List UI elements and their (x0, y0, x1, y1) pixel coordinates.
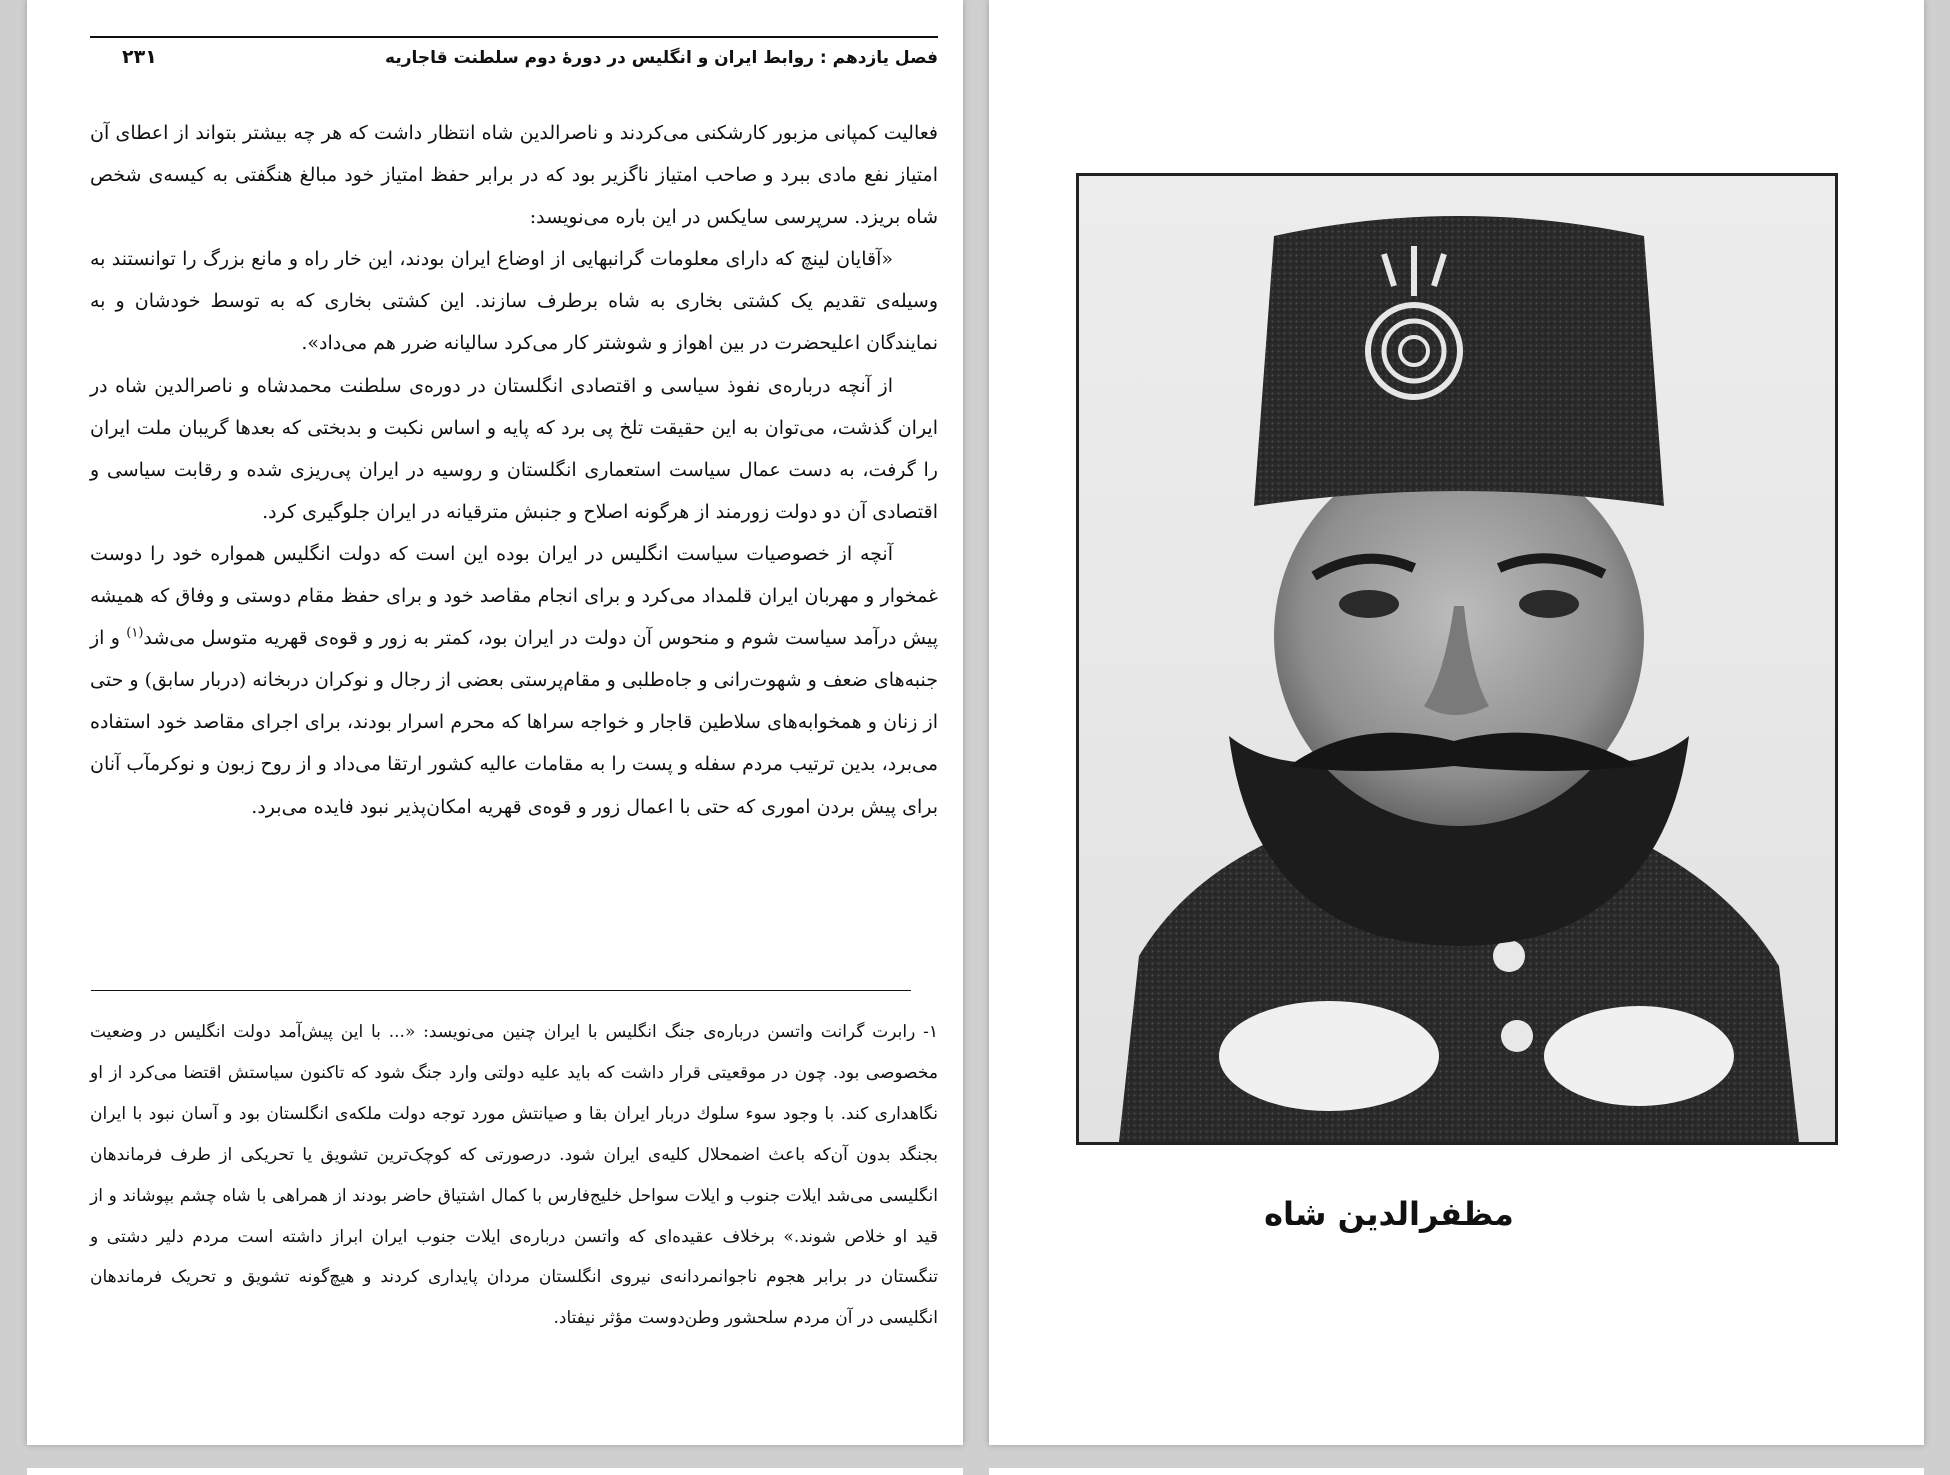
left-page (27, 0, 963, 1445)
page-number: ۲۳۱ (122, 46, 157, 68)
paragraph-text: و از جنبه‌های ضعف و شهوت‌رانی و جاه‌طلبی و مقام‌پرستی بعضی از رجال و نوکران دربخانه (دربار سابق) و حتی از زنان و همخوابه‌های سلاطین قاجار و خواجه سراها که محرم اسرار بودند، برای اجرای مقاصد خود استفاده می‌برد، بدین ترتیب مردم سفله و پست را به مقامات عالیه کشور ارتقا می‌داد و از روح زبون و نوکرمآب آنان برای پیش بردن اموری که حتی با اعمال زور و قوه‌ی قهریه امکان‌پذیر نبود فایده می‌برد. (90, 627, 939, 818)
body-text (90, 112, 938, 828)
portrait-caption: مظفرالدین شاه (1264, 1195, 1514, 1233)
next-page-edge-right (989, 1468, 1924, 1475)
right-page (989, 0, 1924, 1445)
paragraph-text: آنچه از خصوصیات سیاست انگلیس در ایران بوده این است که دولت انگلیس همواره خود را دوست غمخوار و مهربان ایران قلمداد می‌کرد و برای انجام مقاصد خود و برای حفظ مقام دوستی و وفاق که همیشه پیش درآمد سیاست شوم و منحوس آن دولت در ایران بود، کمتر به زور و قوه‌ی قهریه متوسل می‌شد (90, 542, 939, 650)
footnote-divider (91, 990, 911, 991)
paragraph: فعالیت کمپانی مزبور کارشکنی می‌کردند و ناصرالدین شاه انتظار داشت که هر چه بیشتر بتواند از اعطای آن امتیاز نفع مادی ببرد و صاحب امتیاز ناگزیر بود که در برابر حفظ امتیاز خود مبالغ هنگفتی به کیسه‌ی شخص شاه بریزد. سرپرسی سایکس در این باره می‌نویسد: (90, 122, 939, 229)
running-header (90, 36, 938, 80)
portrait-illustration (1079, 176, 1835, 1142)
next-page-edge-left (27, 1468, 963, 1475)
chapter-title: فصل یازدهم : روابط ایران و انگلیس در دورهٔ دوم سلطنت قاجاریه (385, 48, 938, 68)
portrait-photo (1076, 173, 1838, 1145)
footnote (90, 1012, 938, 1339)
paragraph (90, 533, 938, 828)
paragraph: از آنچه درباره‌ی نفوذ سیاسی و اقتصادی انگلستان در دوره‌ی سلطنت محمدشاه و ناصرالدین شاه در ایران گذشت، می‌توان به این حقیقت تلخ پی برد که پایه و اساس نکبت و بدبختی که بعدها گریبان ملت ایران را گرفت، به دست عمال سیاست استعماری انگلستان و روسیه در ایران پی‌ریزی شده و رقابت سیاسی و اقتصادی آن دو دولت زورمند از هرگونه اصلاح و جنبش مترقیانه در ایران جلوگیری کرد. (90, 374, 938, 523)
footnote-text: ۱- رابرت گرانت واتسن درباره‌ی جنگ انگلیس با ایران چنین می‌نویسد: «... با این پیش‌آمد دولت انگلیس در وضعیت مخصوصی بود. چون در موقعیتی قرار داشت که باید علیه دولتی وارد جنگ شود که تاکنون سیاستش اقتضا می‌کرد از او نگاهداری کند. با وجود سوء سلوك دربار ایران بقا و صیانتش مورد توجه دولت ملکه‌ی انگلستان بود و آسان نبود با ایران بجنگد بدون آن‌که باعث اضمحلال کلیه‌ی ایران شود. درصورتی که کوچک‌ترین تشویق یا تحریکی از طرف فرماندهان انگلیسی می‌شد ایلات جنوب و ایلات سواحل خلیج‌فارس با کمال اشتیاق حاضر بودند از همراهی با شاه چشم بپوشاند و از قید او خلاص شوند.» برخلاف عقیده‌ای که واتسن درباره‌ی ایلات جنوب ایران ابراز داشته است مردم دلیر دشتی و تنگستان در برابر هجوم ناجوانمردانه‌ی نیروی انگلستان مردان پایداری کردند و هیچ‌گونه تشویق و تحریک فرماندهان انگلیسی در آن مردم سلحشور وطن‌دوست مؤثر نیفتاد. (90, 1022, 938, 1329)
quote-paragraph: «آقایان لینچ که دارای معلومات گرانبهایی از اوضاع ایران بودند، این خار راه و مانع بزرگ را توانستند به وسیله‌ی تقدیم یک کشتی بخاری به شاه برطرف سازند. این کشتی بخاری که به توسط خودشان و به نمایندگان اعلیحضرت در بین اهواز و شوشتر کار می‌کرد سالیانه ضرر هم می‌داد». (90, 248, 938, 355)
footnote-reference[interactable]: (۱) (126, 625, 144, 641)
